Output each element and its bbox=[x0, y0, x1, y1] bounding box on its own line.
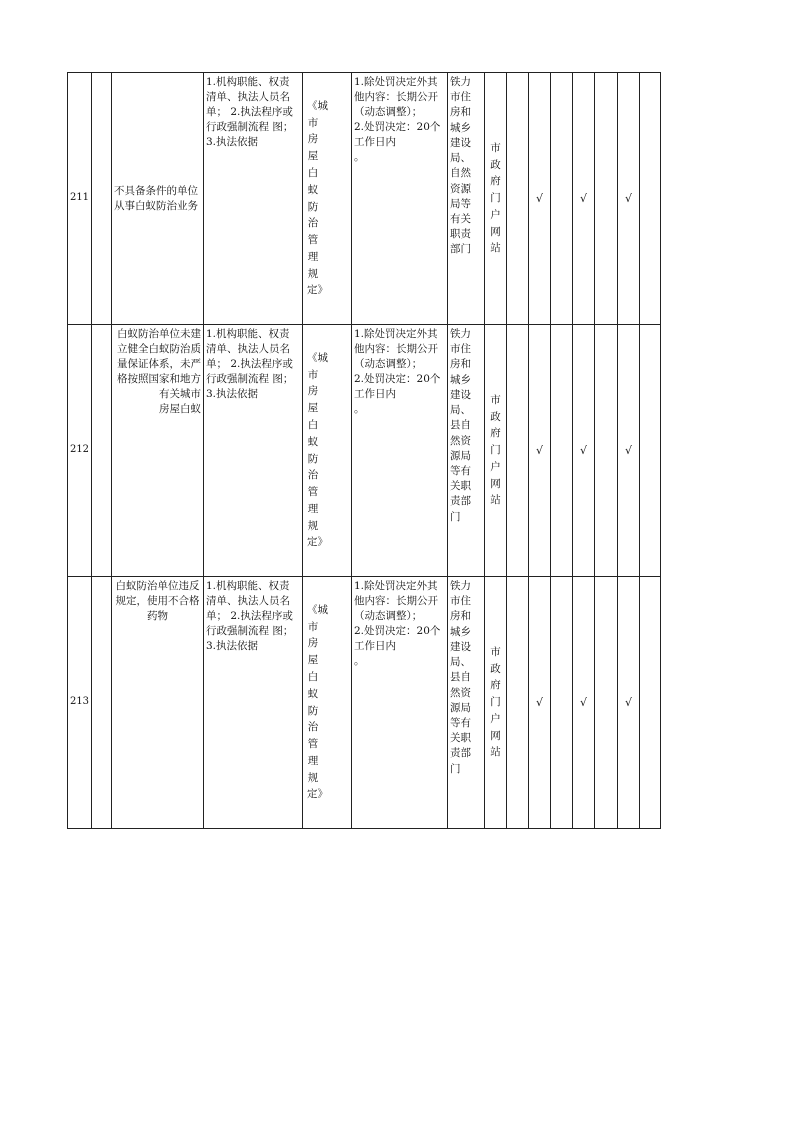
check-cell bbox=[640, 325, 661, 577]
row-number: 212 bbox=[68, 325, 92, 577]
row-spacer bbox=[92, 577, 112, 829]
disclosure-content: 1.机构职能、权责清单、执法人员名单； 2.执法程序或行政强制流程 图； 3.执法依据 bbox=[204, 73, 303, 325]
disclosure-subject-text: 铁力市住房和城乡建设局、县自然资源局等有关职责部门 bbox=[450, 328, 471, 523]
disclosure-subject bbox=[448, 577, 485, 829]
table-row bbox=[68, 325, 661, 577]
disclosure-table bbox=[67, 72, 661, 829]
check-cell bbox=[595, 73, 618, 325]
disclosure-channel-text: 市政府门户网站 bbox=[490, 645, 501, 759]
check-cell bbox=[507, 577, 529, 829]
disclosure-channel bbox=[485, 577, 507, 829]
checkmark: √ bbox=[529, 73, 551, 325]
checkmark: √ bbox=[618, 577, 640, 829]
checkmark: √ bbox=[529, 325, 551, 577]
checkmark: √ bbox=[573, 73, 595, 325]
item-name: 白蚁防治单位未建立健全白蚁防治质量保证体系，未严格按照国家和地方有关城市 房屋白蚁 bbox=[112, 325, 204, 577]
disclosure-subject-text: 铁力市住房和城乡建设局、自然资源局等有关职责部门 bbox=[450, 76, 471, 256]
check-cell bbox=[551, 325, 573, 577]
table-row bbox=[68, 73, 661, 325]
check-cell bbox=[595, 325, 618, 577]
disclosure-time: 1.除处罚决定外其他内容：长期公开 （动态调整）； 2.处罚决定：20个工作日内 。 bbox=[352, 73, 448, 325]
disclosure-channel-text: 市政府门户网站 bbox=[490, 141, 501, 255]
disclosure-channel bbox=[485, 73, 507, 325]
disclosure-channel-text: 市政府门户网站 bbox=[490, 393, 501, 507]
checkmark: √ bbox=[618, 73, 640, 325]
disclosure-content: 1.机构职能、权责清单、执法人员名单； 2.执法程序或行政强制流程 图； 3.执法依据 bbox=[204, 577, 303, 829]
row-number: 211 bbox=[68, 73, 92, 325]
table-row bbox=[68, 577, 661, 829]
checkmark: √ bbox=[573, 325, 595, 577]
disclosure-time: 1.除处罚决定外其他内容：长期公开 （动态调整）； 2.处罚决定：20个工作日内 。 bbox=[352, 325, 448, 577]
check-cell bbox=[507, 73, 529, 325]
checkmark: √ bbox=[618, 325, 640, 577]
check-cell bbox=[640, 73, 661, 325]
legal-basis bbox=[303, 325, 352, 577]
legal-basis bbox=[303, 577, 352, 829]
legal-basis bbox=[303, 73, 352, 325]
disclosure-subject-text: 铁力市住房和城乡建设局、县自然资源局等有关职责部门 bbox=[450, 580, 471, 775]
checkmark: √ bbox=[529, 577, 551, 829]
disclosure-subject bbox=[448, 73, 485, 325]
item-name: 不具备条件的单位从事白蚁防治业务 bbox=[112, 73, 204, 325]
item-name: 白蚁防治单位违反规定，使用不合格药物 bbox=[112, 577, 204, 829]
row-spacer bbox=[92, 73, 112, 325]
disclosure-content: 1.机构职能、权责清单、执法人员名单； 2.执法程序或行政强制流程 图； 3.执法依据 bbox=[204, 325, 303, 577]
disclosure-time: 1.除处罚决定外其他内容：长期公开 （动态调整）； 2.处罚决定：20个工作日内 。 bbox=[352, 577, 448, 829]
check-cell bbox=[551, 73, 573, 325]
row-spacer bbox=[92, 325, 112, 577]
legal-basis-text: 《城市房屋白蚁防治管理规定》 bbox=[307, 99, 328, 297]
check-cell bbox=[507, 325, 529, 577]
row-number: 213 bbox=[68, 577, 92, 829]
checkmark: √ bbox=[573, 577, 595, 829]
disclosure-subject bbox=[448, 325, 485, 577]
check-cell bbox=[640, 577, 661, 829]
disclosure-channel bbox=[485, 325, 507, 577]
check-cell bbox=[595, 577, 618, 829]
legal-basis-text: 《城市房屋白蚁防治管理规定》 bbox=[307, 351, 328, 549]
legal-basis-text: 《城市房屋白蚁防治管理规定》 bbox=[307, 603, 328, 801]
check-cell bbox=[551, 577, 573, 829]
